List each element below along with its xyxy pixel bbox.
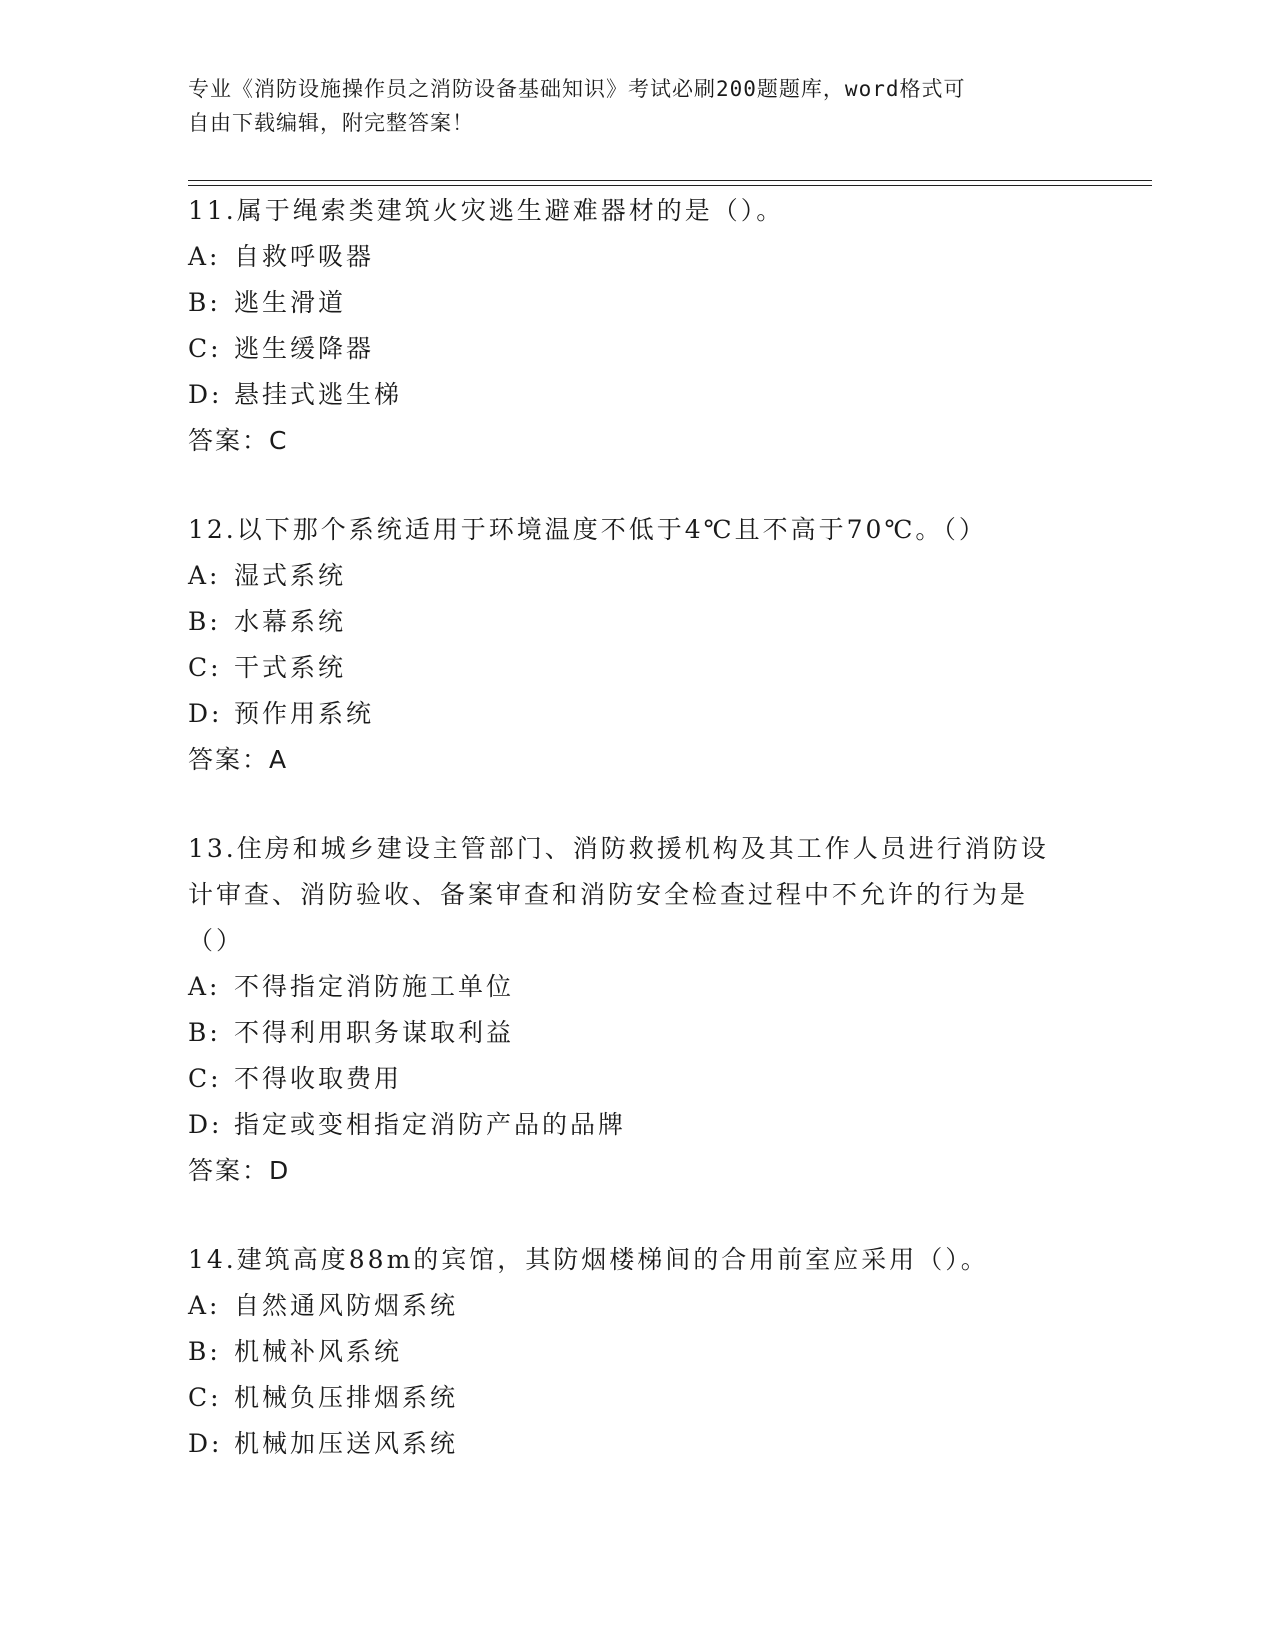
option-text: 湿式系统	[234, 561, 347, 590]
question-stem-line-1: 13.住房和城乡建设主管部门、消防救援机构及其工作人员进行消防设	[188, 834, 1049, 863]
option-d	[188, 372, 1088, 418]
option-key: A:	[188, 242, 221, 271]
header-line-1: 专业《消防设施操作员之消防设备基础知识》考试必刷200题题库，word格式可	[188, 77, 966, 101]
header-line-2: 自由下载编辑，附完整答案！	[188, 111, 474, 135]
question-12	[188, 507, 1088, 783]
option-text: 自然通风防烟系统	[234, 1291, 459, 1320]
question-11	[188, 188, 1088, 464]
option-a	[188, 553, 1088, 599]
option-key: C:	[188, 1383, 222, 1412]
option-a	[188, 1283, 1088, 1329]
option-key: B:	[188, 1337, 221, 1366]
option-d	[188, 1421, 1088, 1467]
option-key: C:	[188, 334, 222, 363]
option-b	[188, 1010, 1088, 1056]
question-14	[188, 1237, 1088, 1467]
option-key: C:	[188, 1064, 222, 1093]
option-key: B:	[188, 607, 221, 636]
answer-line: 答案：A	[188, 745, 289, 774]
option-text: 不得收取费用	[234, 1064, 403, 1093]
option-key: D:	[188, 380, 223, 409]
question-stem: 12.以下那个系统适用于环境温度不低于4℃且不高于70℃。（）	[188, 515, 987, 544]
question-stem: 11.属于绳索类建筑火灾逃生避难器材的是（）。	[188, 196, 785, 225]
option-text: 机械补风系统	[234, 1337, 403, 1366]
header-divider-top	[188, 180, 1152, 181]
document-header	[188, 72, 1068, 140]
option-d	[188, 1102, 1088, 1148]
option-key: B:	[188, 288, 221, 317]
option-text: 干式系统	[234, 653, 347, 682]
question-stem: 14.建筑高度88m的宾馆，其防烟楼梯间的合用前室应采用（）。	[188, 1245, 989, 1274]
option-key: D:	[188, 1429, 223, 1458]
option-key: B:	[188, 1018, 221, 1047]
option-text: 逃生缓降器	[234, 334, 375, 363]
option-c	[188, 1056, 1088, 1102]
option-text: 悬挂式逃生梯	[234, 380, 403, 409]
option-a	[188, 234, 1088, 280]
option-b	[188, 280, 1088, 326]
answer-line: 答案：D	[188, 1156, 291, 1185]
option-text: 不得指定消防施工单位	[234, 972, 515, 1001]
option-key: D:	[188, 699, 223, 728]
option-b	[188, 599, 1088, 645]
option-text: 指定或变相指定消防产品的品牌	[234, 1110, 627, 1139]
option-text: 机械负压排烟系统	[234, 1383, 459, 1412]
option-text: 机械加压送风系统	[234, 1429, 459, 1458]
question-list	[188, 188, 1088, 1510]
option-text: 不得利用职务谋取利益	[234, 1018, 515, 1047]
option-c	[188, 645, 1088, 691]
option-key: A:	[188, 1291, 221, 1320]
option-text: 自救呼吸器	[234, 242, 375, 271]
question-13	[188, 826, 1088, 1194]
option-c	[188, 326, 1088, 372]
option-text: 水幕系统	[234, 607, 347, 636]
header-divider-bottom	[188, 185, 1152, 186]
option-text: 逃生滑道	[234, 288, 347, 317]
answer-line: 答案：C	[188, 426, 289, 455]
option-text: 预作用系统	[234, 699, 375, 728]
option-a	[188, 964, 1088, 1010]
option-key: A:	[188, 972, 221, 1001]
option-c	[188, 1375, 1088, 1421]
option-key: A:	[188, 561, 221, 590]
question-stem-line-2: 计审查、消防验收、备案审查和消防安全检查过程中不允许的行为是	[188, 880, 1029, 909]
option-d	[188, 691, 1088, 737]
question-stem-line-3: （）	[188, 926, 245, 955]
option-key: C:	[188, 653, 222, 682]
option-b	[188, 1329, 1088, 1375]
option-key: D:	[188, 1110, 223, 1139]
